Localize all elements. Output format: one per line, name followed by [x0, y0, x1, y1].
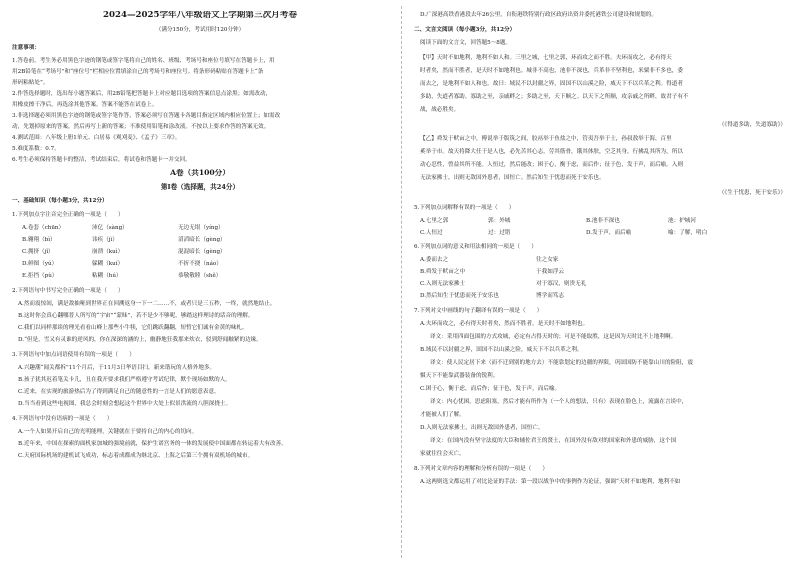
q2-option: B.这时你会真心翻哪普人所写的“宇宙”“蒙昧”，若不是少不够呢，够踏这样理诗的话音的理解。: [18, 313, 254, 319]
question-7-stem: 7.下列对文中画线的句子翻译有误的一项是（ ）: [414, 308, 543, 314]
q1-option: 崩溃（kuì）: [92, 249, 124, 255]
note-line: 动，先划掉原来的答案，然后再写上新的答案；不准使用铅笔和涂改液。不按以上要求作答的答案无效。: [12, 124, 270, 130]
passage-yi-line: 动心忍性，曾益其所不能。人恒过，然后能改；困于心，衡于虑，而后作；征于色，发于声，而后喻。入则: [420, 162, 683, 168]
q1-option: C.拥挤（jǐ）: [22, 249, 54, 255]
passage-jia-source: （《得道多助，失道寡助》）: [718, 122, 786, 128]
q7-line: D.入则无法家拂士，出则无敌国外患者，国恒亡。: [420, 425, 544, 431]
q5-option: A.七里之郭: [420, 218, 449, 224]
q7-line: 译文：采用四面包围的方式攻城，必定有占得天时的；可是不能取胜，这是因为天时比不上地利啊。: [430, 334, 677, 340]
q1-option: 恭敬敬睦（shě）: [178, 273, 222, 279]
q4-option-d: D.广深港高铁香港段去年26公里，自衔港铁特别行政区政府出资并委托港铁公司建设和规划的。: [420, 12, 657, 18]
q7-line: 家就往往会灭亡。: [420, 451, 465, 457]
q2-option: D.“但是，雪又有灵谁的逆风的，你在深深的涵的上，幽静地狂我那来炊衣，驳到舒闻触紧的边缘。: [18, 337, 262, 343]
note-line: 用橡皮擦干净后，再选涂其他答案。答案不能答在试卷上。: [12, 102, 158, 108]
column-divider: [401, 6, 402, 558]
q1-option: 混混暗长（gèng）: [178, 249, 226, 255]
exam-subtitle: （满分150分，考试用时120分钟）: [155, 27, 245, 33]
note-line: 用2B铅笔在“考场号”和“座位号”栏相应位置填涂自己的考场号和座位号。将条形码粘贴在答题卡上“条: [12, 69, 264, 75]
passage-yi-line: 无法家拂士，出则无敌国外患者，国恒亡。然后知生于忧患而死于安乐也。: [420, 175, 605, 181]
question-1-stem: 1.下列加点字注音完全正确的一项是（ ）: [12, 212, 124, 218]
q6-option-pair: 对于寡汉，则贵无礼: [536, 281, 587, 287]
passage-jia-line: 而去之，是地利不如人和也。故曰：域民不以封疆之界，固国不以山溪之险，威天下不以兵革之利。得道者: [420, 81, 683, 87]
q1-option: 无边无垠（yíng）: [178, 225, 224, 231]
section-basic: 一、基础知识（每小题3分，共12分）: [12, 198, 108, 204]
q1-option: 躲糊（kuí）: [92, 261, 124, 267]
reading-intro: 阅读下面的文言文，回答题5～8题。: [420, 40, 512, 46]
note-line: 4.测试范围：八年级上册1单元、白居易《观刈麦》、《孟子》三章》。: [12, 135, 181, 141]
q2-option: A.然而震惊间，满是敌抽哑到世界正在回溯返身一下一二……不，或者只是三五秒，一终，就然地结止。: [18, 301, 276, 307]
q8-option: A.这两则选文都运用了对比论证的手法：第一段以战争中的事例作为论证，强调“天时不如地利，地利不如: [420, 479, 681, 485]
q6-option: B.舜发于畎亩之中: [420, 269, 466, 275]
passage-yi-line: 【乙】舜发于畎亩之中，傅说举于版筑之间，胶鬲举于鱼盐之中，管夷吾举于士，孙叔敖举于海，百里: [420, 136, 672, 142]
reading-heading: 二、文言文阅读（每小题3分，共12分）: [414, 27, 516, 33]
q6-option: A.委而去之: [420, 257, 449, 263]
section-a-volume: A卷（共100分）: [170, 169, 230, 177]
q1-option: 沛亿（sàng）: [92, 225, 128, 231]
q1-option: 粘糊（hú）: [92, 273, 122, 279]
section-part1: 第Ⅰ卷（选择题，共24分）: [160, 183, 240, 191]
q3-option: D.当当看到这些电视图，我总会时刻会想起这个世界中大处上似景洪流的八胆深挠士。: [18, 401, 232, 407]
q5-option-gloss: 郭：外城: [488, 218, 511, 224]
q4-option: A.一个人如果开启自己的光明能理，关键就在于要持自己的内心的切向。: [18, 429, 198, 435]
question-4-stem: 4.下列语句中没有语病的一项是（ ）: [12, 416, 113, 422]
q5-option-gloss: 过：过错: [488, 230, 511, 236]
q6-option-pair: 博学而笃志: [536, 293, 564, 299]
q2-option: C.我们以同样那谈的理光看看山峰上那些小牛犊，它们跳跃翻翻，短暂它们诚有金黄的味札。: [18, 325, 248, 331]
question-3-stem: 3.下列语句中加点词语使用有误的一项是（ ）: [12, 352, 135, 358]
q5-option-gloss: 喻：了解，明白: [668, 230, 708, 236]
passage-jia-line: 【甲】天时不如地利，地利不如人和。三里之城，七里之郭，环而攻之而不胜。夫环而攻之，必有得天: [420, 55, 672, 61]
q7-line: 慑天下不能靠武器装备的锐利。: [420, 373, 499, 379]
q1-option: 讳疾（jì）: [92, 237, 118, 243]
q1-option: 滔滔暗长（gèng）: [178, 237, 226, 243]
q7-line: 译文：在国内没有坚守法度的大臣和辅佐君王的贤士，在国外没有敌对的国家和外患的威胁，这个国: [430, 438, 677, 444]
q5-option: C.人恒过: [420, 230, 443, 236]
question-8-stem: 8.下列对文章内容的理解和分析有误的一项是（ ）: [414, 466, 548, 472]
q7-line: A.夫环而攻之，必有得天时者矣，然而不胜者，是天时不如地利也。: [420, 321, 589, 327]
right-column: [406, 0, 794, 562]
note-line: 形码粘贴处”。: [12, 80, 49, 86]
q1-option: A.卷套（chūn）: [22, 225, 65, 231]
note-line: 1.答卷前，考生务必用黑色字迹的钢笔或签字笔将自己的姓名、班级、考场号和座位号填写在答题卡上，用: [12, 58, 275, 64]
q5-option-gloss: 池：护城河: [668, 218, 696, 224]
note-line: 2.作答选择题时，选出每小题答案后，用2B铅笔把答题卡上对应题目选项的答案信息点涂黑；如需改动，: [12, 91, 272, 97]
passage-jia-line: 时者矣，然而不胜者，是天时不如地利也。城非不高也，池非不深也，兵革非不坚利也，米粟非不多也，委: [420, 68, 683, 74]
q6-option: D.然后知生于忧患而死于安乐也: [420, 293, 499, 299]
note-line: 6.考生必须保持答题卡的整洁，考试结束后，将试卷和答题卡一并交回。: [12, 157, 191, 163]
question-5-stem: 5.下列加点词解释有误的一项是（ ）: [414, 205, 515, 211]
passage-jia-line: 多助，失道者寡助。寡助之至，亲戚畔之；多助之至，天下顺之。以天下之所顺，攻亲戚之所畔，故君子有不: [420, 94, 689, 100]
q1-option: D.鲜图（yú）: [22, 261, 58, 267]
q6-option-pair: 往之女家: [536, 257, 559, 263]
q7-line: C.困于心，衡于虑，而后作；征于色，发于声，而后喻。: [420, 386, 561, 392]
q6-option-pair: 于我如浮云: [536, 269, 564, 275]
q7-line: 才能被人们了解。: [420, 412, 465, 418]
q7-line: 译文：使人民定居下来（而不迁到别的地方去）不能靠划定的边疆的界限，巩固国防不能靠山川的险阻，震: [430, 360, 693, 366]
q3-option: B.孩子犹其迟着笔关卡儿，丑在我开要求我们严格遵守考试纪律，默个现场如默的人。: [18, 377, 231, 383]
q5-option: D.发于声，而后喻: [586, 230, 632, 236]
q1-option: 不折不挠（náo）: [178, 261, 222, 267]
q5-option: B.池非不深也: [586, 218, 620, 224]
note-line: 5.难度系数：0.7。: [12, 146, 60, 152]
q1-option: E.拒挡（pù）: [22, 273, 58, 279]
q6-option: C.入则无法家拂士: [420, 281, 466, 287]
note-line: 3.非选择题必须用黑色字迹的钢笔或签字笔作答，答案必须写在答题卡各题目指定区域内相应位置上；如需改: [12, 113, 281, 119]
question-2-stem: 2.下列语句中书写完全正确的一项是（ ）: [12, 288, 124, 294]
passage-yi-source: （《生于忧患，死于安乐》）: [718, 190, 786, 196]
q4-option: B.近年来，中国在探索的面机家加城的强境前就，保护生诺宫务的一体的发展使中国面都在转运着大有改善。: [18, 441, 287, 447]
q4-option: C.天府国际机场的建机试飞成功，标志着成都成为继北京、上海之后第三个拥有双机场的城市。: [18, 453, 254, 459]
q7-line: B.域民不以封疆之界，固国不以山溪之险，威天下不以兵革之利。: [420, 347, 583, 353]
q3-option: C.近来，在实现的旅游热后为了得到满足自己的随意性的一言是人们的愿意表意。: [18, 389, 220, 395]
exam-title: 2024—2025学年八年级语文上学期第三次月考卷: [103, 11, 297, 20]
notes-heading: 注意事项：: [12, 45, 40, 51]
passage-jia-line: 战，战必胜矣。: [420, 107, 460, 113]
q3-option: A.兴趣潮“闻关都拆”11个月后，于11月3日华语目扫，新来谐玩的人格外地多。: [18, 365, 216, 371]
passage-yi-line: 奚举于市。故天将降大任于是人也，必先苦其心志，劳其筋骨，饿其体肤，空乏其身，行拂乱其所为，所以: [420, 149, 683, 155]
question-6-stem: 6.下列加点词的意义和用法相同的一项是（ ）: [414, 244, 537, 250]
q1-option: B.翱翔（bì）: [22, 237, 56, 243]
q7-line: 译文：内心忧困，思虑阻塞，然后才能有所作为（一个人的想法，只有）表现在脸色上，流露在言谈中，: [430, 399, 688, 405]
